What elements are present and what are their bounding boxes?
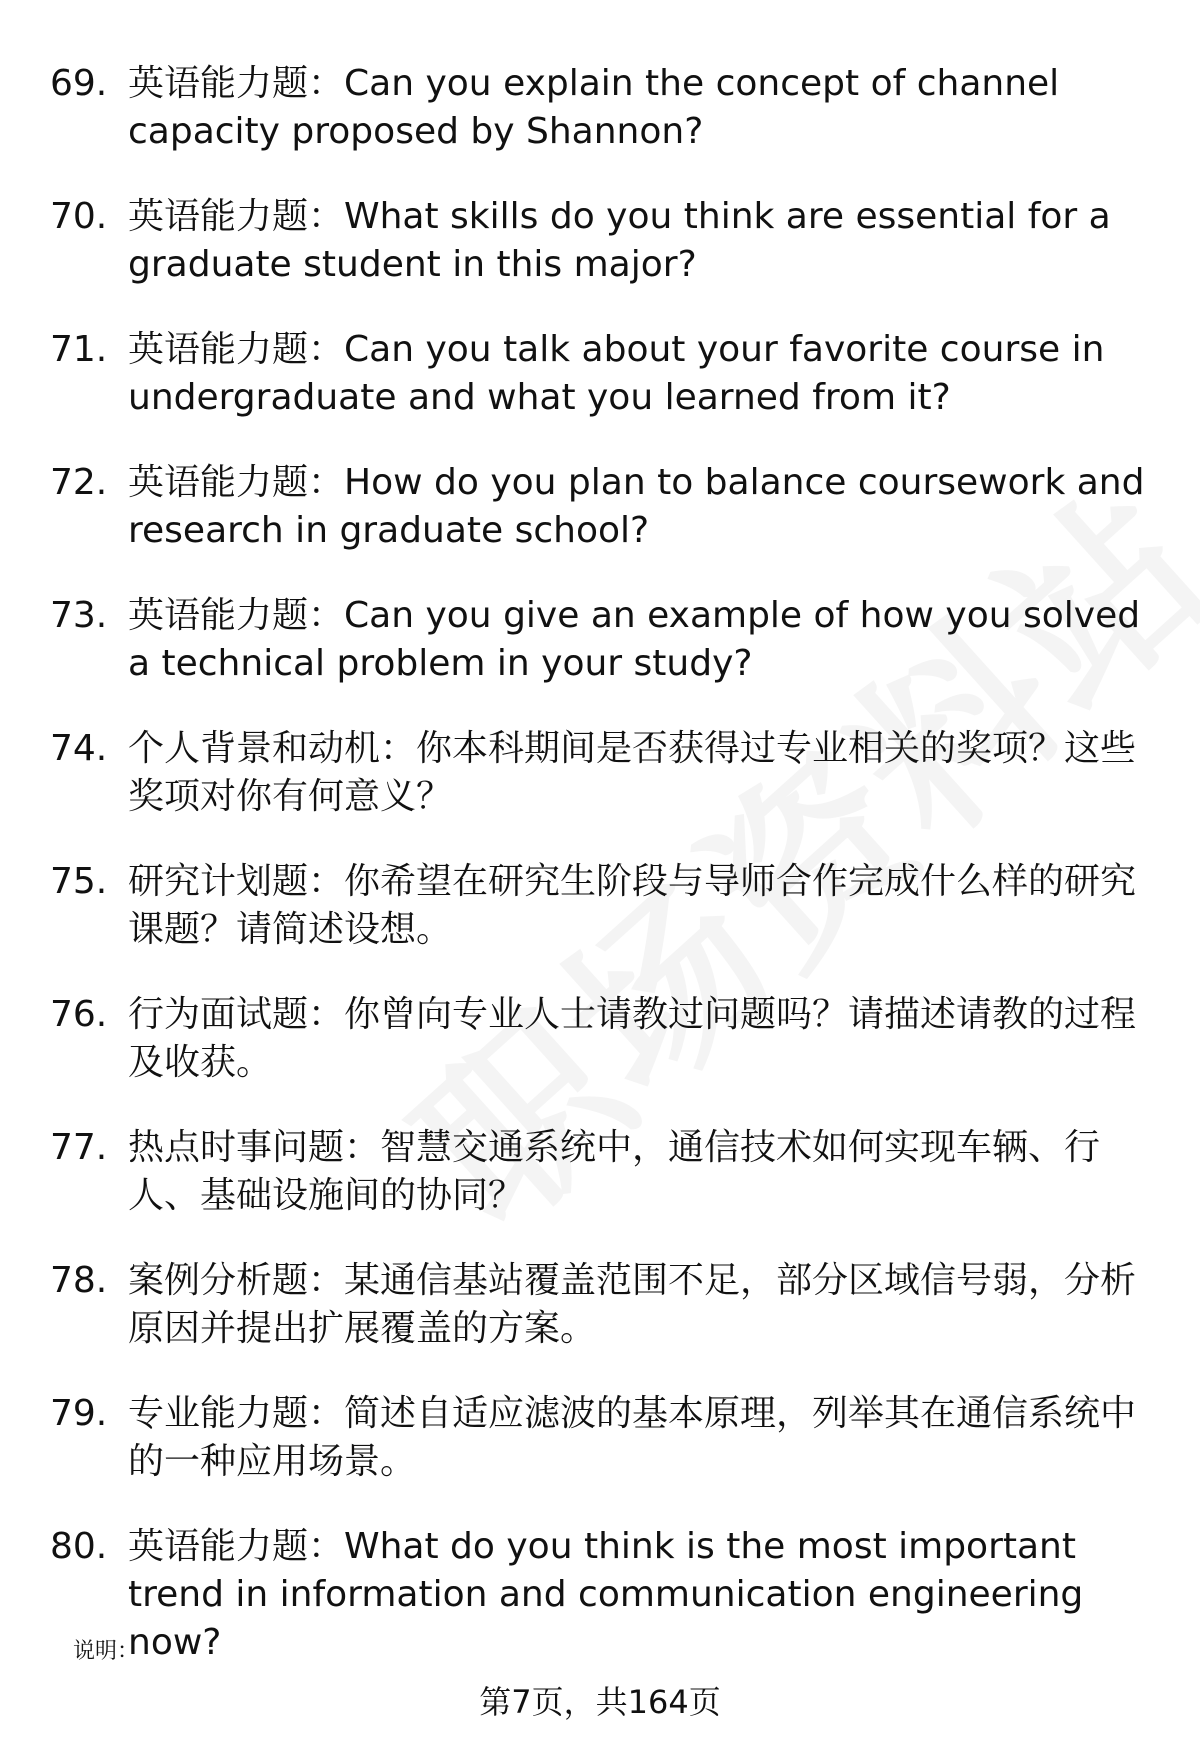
question-body: Can you talk about your favorite course in undergraduate and what you learned from it? [128,329,1105,418]
question-text [128,193,1160,289]
question-number: 78. [50,1260,108,1301]
question-number: 73. [50,595,108,636]
question-list [50,60,1160,1704]
question-body: Can you explain the concept of channel capacity proposed by Shannon? [128,63,1060,152]
list-item [50,459,1160,555]
question-body: 某通信基站覆盖范围不足，部分区域信号弱，分析原因并提出扩展覆盖的方案。 [128,1260,1137,1349]
question-text [128,592,1160,688]
list-item [50,858,1160,954]
note-label: 说明： [73,1639,140,1664]
list-item [50,326,1160,422]
question-text [128,1390,1160,1486]
question-text [128,459,1160,555]
question-category: 研究计划题： [128,861,345,902]
question-number: 80. [50,1526,108,1567]
list-item [50,193,1160,289]
question-number: 72. [50,462,108,503]
question-number: 76. [50,994,108,1035]
question-category: 行为面试题： [128,994,345,1035]
list-item [50,1124,1160,1220]
page-number: 第7页，共164页 [479,1683,721,1721]
list-item [50,1390,1160,1486]
question-body: How do you plan to balance coursework and research in graduate school? [128,462,1145,551]
question-text [128,1523,1160,1667]
question-category: 个人背景和动机： [128,728,417,769]
question-category: 英语能力题： [128,63,345,104]
question-body: 智慧交通系统中，通信技术如何实现车辆、行人、基础设施间的协同？ [128,1127,1101,1216]
question-number: 75. [50,861,108,902]
question-body: 你曾向专业人士请教过问题吗？请描述请教的过程及收获。 [128,994,1137,1083]
question-category: 案例分析题： [128,1260,345,1301]
question-number: 69. [50,63,108,104]
question-category: 热点时事问题： [128,1127,381,1168]
question-body: Can you give an example of how you solved a technical problem in your study? [128,595,1141,684]
question-text [128,1124,1160,1220]
question-body: 你本科期间是否获得过专业相关的奖项？这些奖项对你有何意义？ [128,728,1137,817]
question-category: 英语能力题： [128,595,345,636]
question-text [128,991,1160,1087]
list-item [50,725,1160,821]
question-category: 英语能力题： [128,196,345,237]
list-item [50,60,1160,156]
question-text [128,60,1160,156]
list-item [50,1523,1160,1667]
question-number: 74. [50,728,108,769]
question-body: 简述自适应滤波的基本原理，列举其在通信系统中的一种应用场景。 [128,1393,1137,1482]
question-category: 专业能力题： [128,1393,345,1434]
question-number: 77. [50,1127,108,1168]
question-text [128,858,1160,954]
question-category: 英语能力题： [128,462,345,503]
question-category: 英语能力题： [128,329,345,370]
list-item [50,1257,1160,1353]
question-category: 英语能力题： [128,1526,345,1567]
question-number: 70. [50,196,108,237]
question-body: What skills do you think are essential for a graduate student in this major? [128,196,1111,285]
question-text [128,326,1160,422]
question-text [128,725,1160,821]
question-body: 你希望在研究生阶段与导师合作完成什么样的研究课题？请简述设想。 [128,861,1137,950]
question-number: 79. [50,1393,108,1434]
question-body: What do you think is the most important trend in information and communication engineering now? [128,1526,1084,1663]
list-item [50,991,1160,1087]
question-number: 71. [50,329,108,370]
question-text [128,1257,1160,1353]
list-item [50,592,1160,688]
